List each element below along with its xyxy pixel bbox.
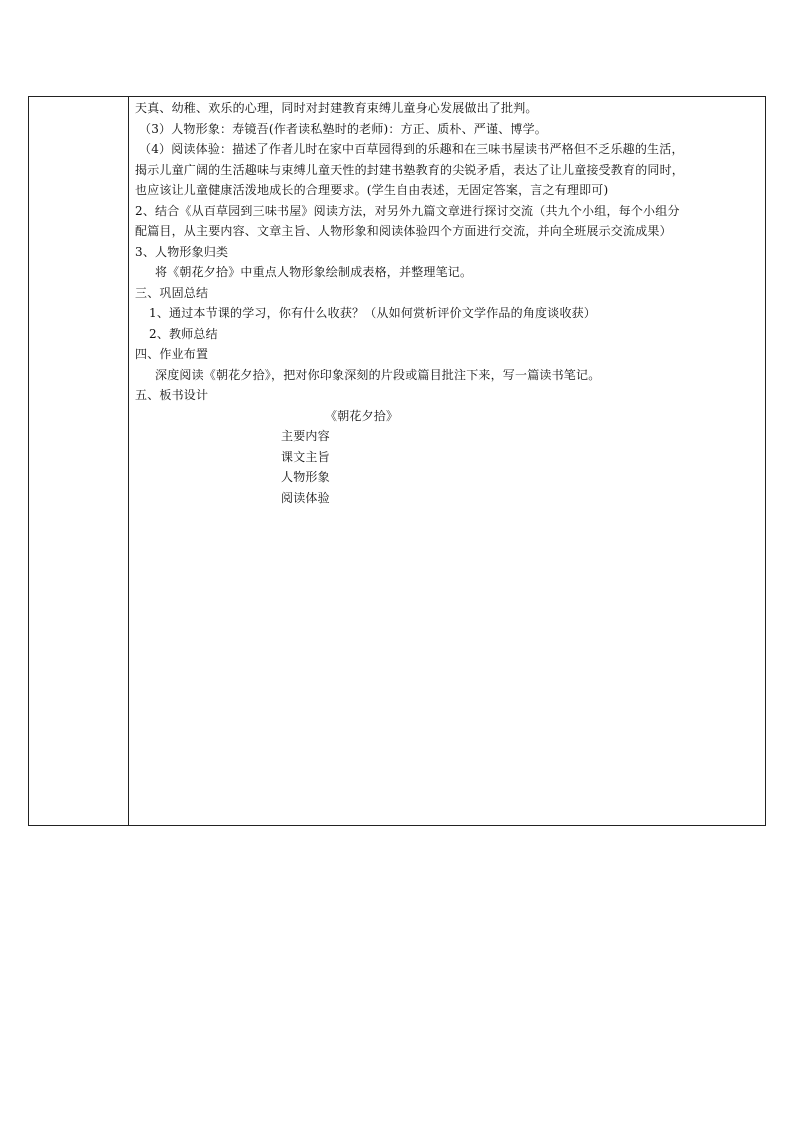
text-line: 天真、幼稚、欢乐的心理，同时对封建教育束缚儿童身心发展做出了批判。 (135, 101, 538, 115)
section-heading: 五、板书设计 (135, 388, 209, 402)
board-item: 课文主旨 (281, 449, 330, 464)
text-line: 1、通过本节课的学习，你有什么收获？（从如何赏析评价文学作品的角度谈收获） (149, 306, 597, 320)
text-line: 将《朝花夕拾》中重点人物形象绘制成表格，并整理笔记。 (155, 265, 473, 279)
section-heading: 3、人物形象归类 (135, 244, 229, 259)
text-line: 揭示儿童广阔的生活趣味与束缚儿童天性的封建书塾教育的尖锐矛盾，表达了让儿童接受教育的同时， (135, 162, 685, 177)
text-line: 也应该让儿童健康活泼地成长的合理要求。(学生自由表述，无固定答案，言之有理即可) (135, 183, 609, 197)
board-item: 阅读体验 (281, 490, 330, 505)
text-line: 深度阅读《朝花夕拾》，把对你印象深刻的片段或篇目批注下来，写一篇读书笔记。 (155, 367, 601, 382)
text-line: 配篇目，从主要内容、文章主旨、人物形象和阅读体验四个方面进行交流，并向全班展示交流成果） (135, 224, 672, 238)
board-item: 人物形象 (281, 470, 330, 484)
table-left-column (29, 97, 129, 825)
table-content-cell (129, 97, 765, 825)
text-line: 2、结合《从百草园到三味书屋》阅读方法，对另外九篇文章进行探讨交流（共九个小组，每个小组分 (135, 203, 680, 218)
text-line: 2、教师总结 (149, 326, 218, 341)
section-heading: 三、巩固总结 (135, 285, 209, 300)
section-heading: 四、作业布置 (135, 347, 209, 361)
text-line: （3）人物形象：寿镜吾(作者读私塾时的老师)：方正、质朴、严谨、博学。 (139, 121, 548, 136)
board-item: 主要内容 (281, 429, 330, 443)
text-line: （4）阅读体验：描述了作者儿时在家中百草园得到的乐趣和在三味书屋读书严格但不乏乐趣的生活， (139, 142, 684, 156)
lesson-plan-table (28, 96, 766, 826)
board-title: 《朝花夕拾》 (325, 408, 399, 423)
